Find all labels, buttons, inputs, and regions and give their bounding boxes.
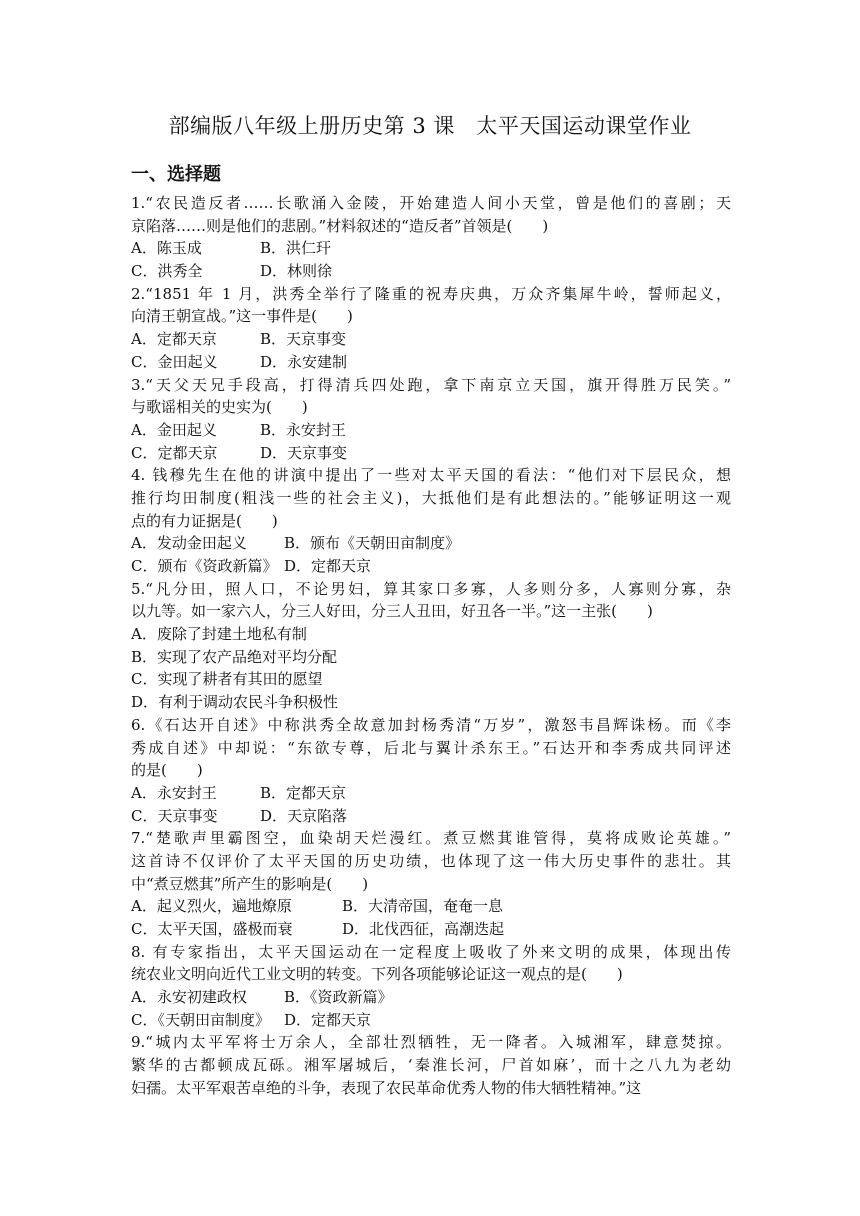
question-stem-continued: 以九等。如一家六人，分三人好田，分三人丑田，好丑各一半。”这一主张( ) — [131, 602, 653, 621]
answer-options-row — [131, 237, 731, 260]
answer-option[interactable]: D．北伐西征，高潮迭起 — [342, 920, 505, 938]
answer-option[interactable]: D．永安建制 — [260, 352, 348, 371]
answer-options-row — [131, 419, 731, 442]
section-heading: 一、选择题 — [131, 164, 221, 185]
answer-options-row — [131, 691, 731, 714]
question-item — [131, 578, 731, 714]
answer-option[interactable]: A．陈玉成 — [131, 239, 202, 258]
answer-option[interactable]: C．颁布《资政新篇》 — [131, 557, 278, 575]
question-stem-continued: 这首诗不仅评价了太平天国的历史功绩，也体现了这一伟大历史事件的悲壮。其 — [131, 851, 731, 870]
answer-option[interactable]: D．有利于调动农民斗争积极性 — [131, 693, 339, 712]
answer-option[interactable]: B．永安封王 — [260, 420, 347, 439]
answer-option[interactable]: D．天京陷落 — [260, 806, 348, 825]
answer-option[interactable]: D．林则徐 — [260, 262, 333, 281]
answer-options-row — [131, 555, 731, 578]
question-stem-continued: 秀成自述》中却说：“东欲专尊，后北与翼计杀东王。”石达开和李秀成共同评述 — [131, 738, 731, 757]
answer-option[interactable]: A．定都天京 — [131, 330, 217, 349]
answer-option[interactable]: B．颁布《天朝田亩制度》 — [284, 534, 461, 553]
question-stem: 1.“农民造反者……长歌涌入金陵，开始建造人间小天堂，曾是他们的喜剧；天 — [131, 194, 731, 212]
question-item — [131, 941, 731, 1032]
answer-options-row — [131, 895, 731, 918]
answer-options-row — [131, 351, 731, 374]
answer-option[interactable]: C．实现了耕者有其田的愿望 — [131, 670, 323, 689]
question-stem: 3.“天父天兄手段高，打得清兵四处跑，拿下南京立天国，旗开得胜万民笑。” — [131, 375, 731, 394]
answer-options-row — [131, 623, 731, 646]
answer-option[interactable]: C．定都天京 — [131, 443, 218, 462]
answer-option[interactable]: D．天京事变 — [260, 443, 348, 462]
answer-option[interactable]: A．起义烈火，遍地燎原 — [131, 897, 292, 916]
answer-options-row — [131, 532, 731, 555]
question-stem-continued: 妇孺。太平军艰苦卓绝的斗争，表现了农民革命优秀人物的伟大牺牲精神。”这 — [131, 1078, 642, 1097]
question-stem-continued: 向清王朝宣战。”这一事件是( ) — [131, 307, 353, 326]
answer-option[interactable]: B．天京事变 — [260, 330, 347, 349]
question-item — [131, 827, 731, 940]
question-stem: 7.“楚歌声里霸图空，血染胡天烂漫红。煮豆燃萁谁管得，莫将成败论英雄。” — [131, 829, 731, 848]
page-title: 部编版八年级上册历史第 3 课 太平天国运动课堂作业 — [168, 114, 692, 138]
answer-option[interactable]: B．《资政新篇》 — [284, 988, 393, 1007]
answer-option[interactable]: D．定都天京 — [284, 1010, 372, 1029]
answer-options-row — [131, 646, 731, 669]
answer-option[interactable]: A．永安初建政权 — [131, 988, 247, 1007]
answer-options-row — [131, 782, 731, 805]
question-list — [131, 192, 731, 1100]
answer-options-row — [131, 986, 731, 1009]
answer-option[interactable]: C．洪秀全 — [131, 262, 203, 281]
question-stem-continued: 京陷落……则是他们的悲剧。”材料叙述的“造反者”首领是( ) — [131, 216, 549, 235]
question-stem: 6.《石达开自述》中称洪秀全故意加封杨秀清“万岁”，激怒韦昌辉诛杨。而《李 — [131, 715, 731, 734]
answer-option[interactable]: D．定都天京 — [284, 557, 372, 575]
question-stem-continued: 的是( ) — [131, 761, 203, 780]
question-item — [131, 283, 731, 374]
question-stem: 5.“凡分田，照人口，不论男妇，算其家口多寡，人多则分多，人寡则分寡，杂 — [131, 579, 731, 598]
answer-option[interactable]: A．永安封王 — [131, 783, 217, 802]
question-stem-continued: 中“煮豆燃萁”所产生的影响是( ) — [131, 874, 369, 893]
answer-options-row — [131, 442, 731, 465]
question-item — [131, 374, 731, 465]
question-stem-continued: 统农业文明向近代工业文明的转变。下列各项能够论证这一观点的是( ) — [131, 965, 623, 984]
answer-options-row — [131, 918, 731, 941]
answer-option[interactable]: A．金田起义 — [131, 420, 217, 439]
answer-option[interactable]: C．太平天国，盛极而衰 — [131, 920, 293, 938]
question-item — [131, 714, 731, 827]
question-stem: 8. 有专家指出，太平天国运动在一定程度上吸收了外来文明的成果，体现出传 — [131, 942, 731, 961]
answer-option[interactable]: A．发动金田起义 — [131, 534, 247, 553]
answer-options-row — [131, 668, 731, 691]
question-stem: 9.“城内太平军将士万余人，全部壮烈牺牲，无一降者。入城湘军，肆意焚掠。 — [131, 1033, 731, 1052]
answer-options-row — [131, 805, 731, 828]
answer-option[interactable]: B．大清帝国，奄奄一息 — [342, 897, 504, 916]
question-stem-continued: 繁华的古都顿成瓦砾。湘军屠城后，‘秦淮长河，尸首如麻’，而十之八九为老幼 — [131, 1056, 731, 1075]
question-item — [131, 464, 731, 577]
answer-option[interactable]: C．金田起义 — [131, 352, 218, 371]
question-stem-continued: 与歌谣相关的史实为( ) — [131, 398, 308, 417]
answer-options-row — [131, 328, 731, 351]
question-stem-continued: 推行均田制度(粗浅一些的社会主义)，大抵他们是有此想法的。”能够证明这一观 — [131, 488, 731, 507]
answer-options-row — [131, 260, 731, 283]
answer-option[interactable]: C．《天朝田亩制度》 — [131, 1010, 270, 1029]
answer-option[interactable]: A．废除了封建土地私有制 — [131, 625, 307, 644]
answer-options-row — [131, 1009, 731, 1032]
answer-option[interactable]: B．定都天京 — [260, 783, 347, 802]
question-item — [131, 1031, 731, 1099]
question-stem-continued: 点的有力证据是( ) — [131, 511, 278, 530]
answer-option[interactable]: B．洪仁玕 — [260, 239, 332, 258]
answer-option[interactable]: C．天京事变 — [131, 806, 218, 825]
answer-option[interactable]: B．实现了农产品绝对平均分配 — [131, 647, 338, 666]
question-item — [131, 192, 731, 283]
question-stem: 4. 钱穆先生在他的讲演中提出了一些对太平天国的看法：“他们对下层民众，想 — [131, 466, 731, 485]
question-stem: 2.“1851 年 1 月，洪秀全举行了隆重的祝寿庆典，万众齐集犀牛岭，誓师起义， — [131, 284, 731, 303]
